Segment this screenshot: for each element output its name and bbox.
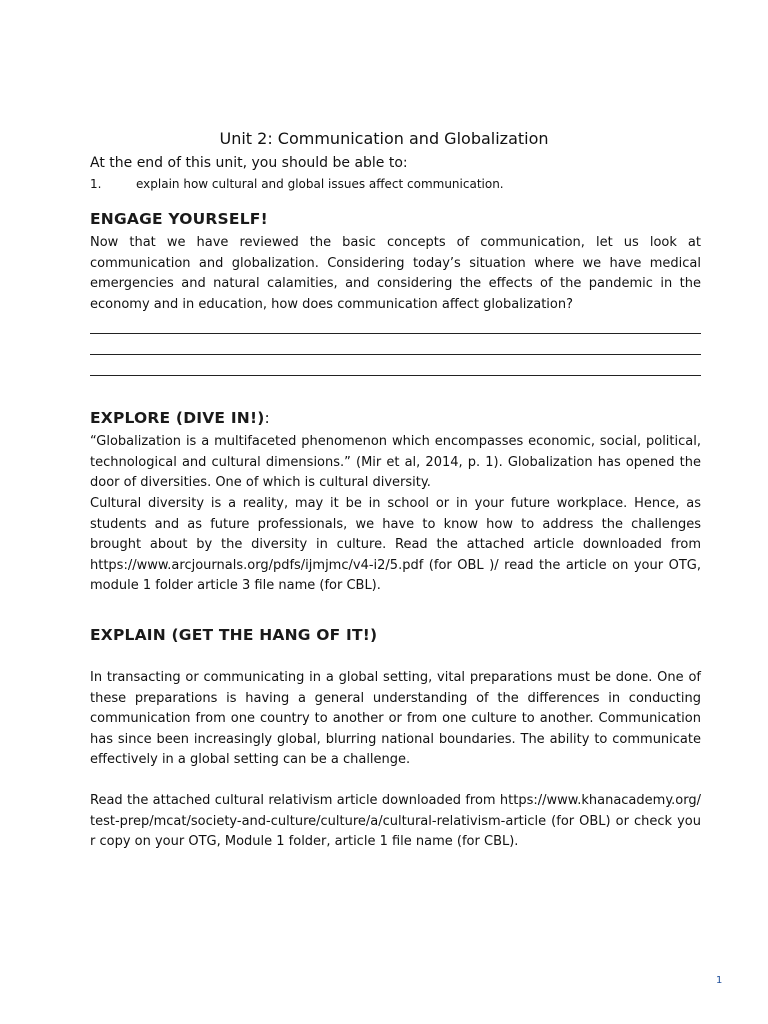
objective-text: explain how cultural and global issues affect communication. (136, 177, 504, 191)
explore-heading-text: EXPLORE (DIVE IN!) (90, 409, 265, 427)
engage-heading: ENGAGE YOURSELF! (90, 210, 268, 228)
explore-quote-paragraph (90, 432, 701, 494)
explain-heading: EXPLAIN (GET THE HANG OF IT!) (90, 626, 378, 644)
explain-paragraph-1: In transacting or communicating in a global setting, vital preparations must be done. One of these preparations is having a general understanding of the differences in conducting communication from one country to another or from one culture to another. Communication has since been increasingly global, blurring national boundaries. The ability to communicate effectively in a global setting can be a challenge. (90, 670, 701, 767)
globalization-quote: “Globalization is a multifaceted phenomenon which encompasses economic, social, political, technological and cultural dimensions.” (90, 434, 701, 470)
answer-line (90, 333, 701, 334)
answer-line (90, 354, 701, 355)
explore-heading (90, 409, 270, 427)
explore-heading-colon: : (264, 409, 270, 427)
objective-number: 1. (90, 177, 102, 191)
answer-line (90, 375, 701, 376)
page-title: Unit 2: Communication and Globalization (219, 129, 549, 148)
explain-paragraph-2: Read the attached cultural relativism article downloaded from https://www.khanacademy.org/test-prep/mcat/society-and-culture/culture/a/cultural-relativism-article (for OBL) or check your copy on your OTG, Module 1 folder, article 1 file name (for CBL). (90, 793, 701, 849)
quote-citation: (Mir et al, 2014, p. 1). Globalization has opened the door of diversities. One of which is cultural diversity. (90, 454, 701, 490)
explore-paragraph-2: Cultural diversity is a reality, may it be in school or in your future workplace. Hence, as students and as future professionals, we have to know how to address the challenges brought about by the diversity in culture. Read the attached article downloaded from https://www.arcjournals.org/pdfs/ijmjmc/v4-i2/5.pdf (for OBL )/ read the article on your OTG, module 1 folder article 3 file name (for CBL). (90, 496, 701, 593)
objectives-intro: At the end of this unit, you should be able to: (90, 155, 408, 171)
engage-paragraph: Now that we have reviewed the basic concepts of communication, let us look at communication and globalization. Considering today’s situation where we have medical emergencies and natural calamities, and considering the effects of the pandemic in the economy and in education, how does communication affect globalization? (90, 235, 701, 312)
page-number: 1 (716, 975, 723, 986)
